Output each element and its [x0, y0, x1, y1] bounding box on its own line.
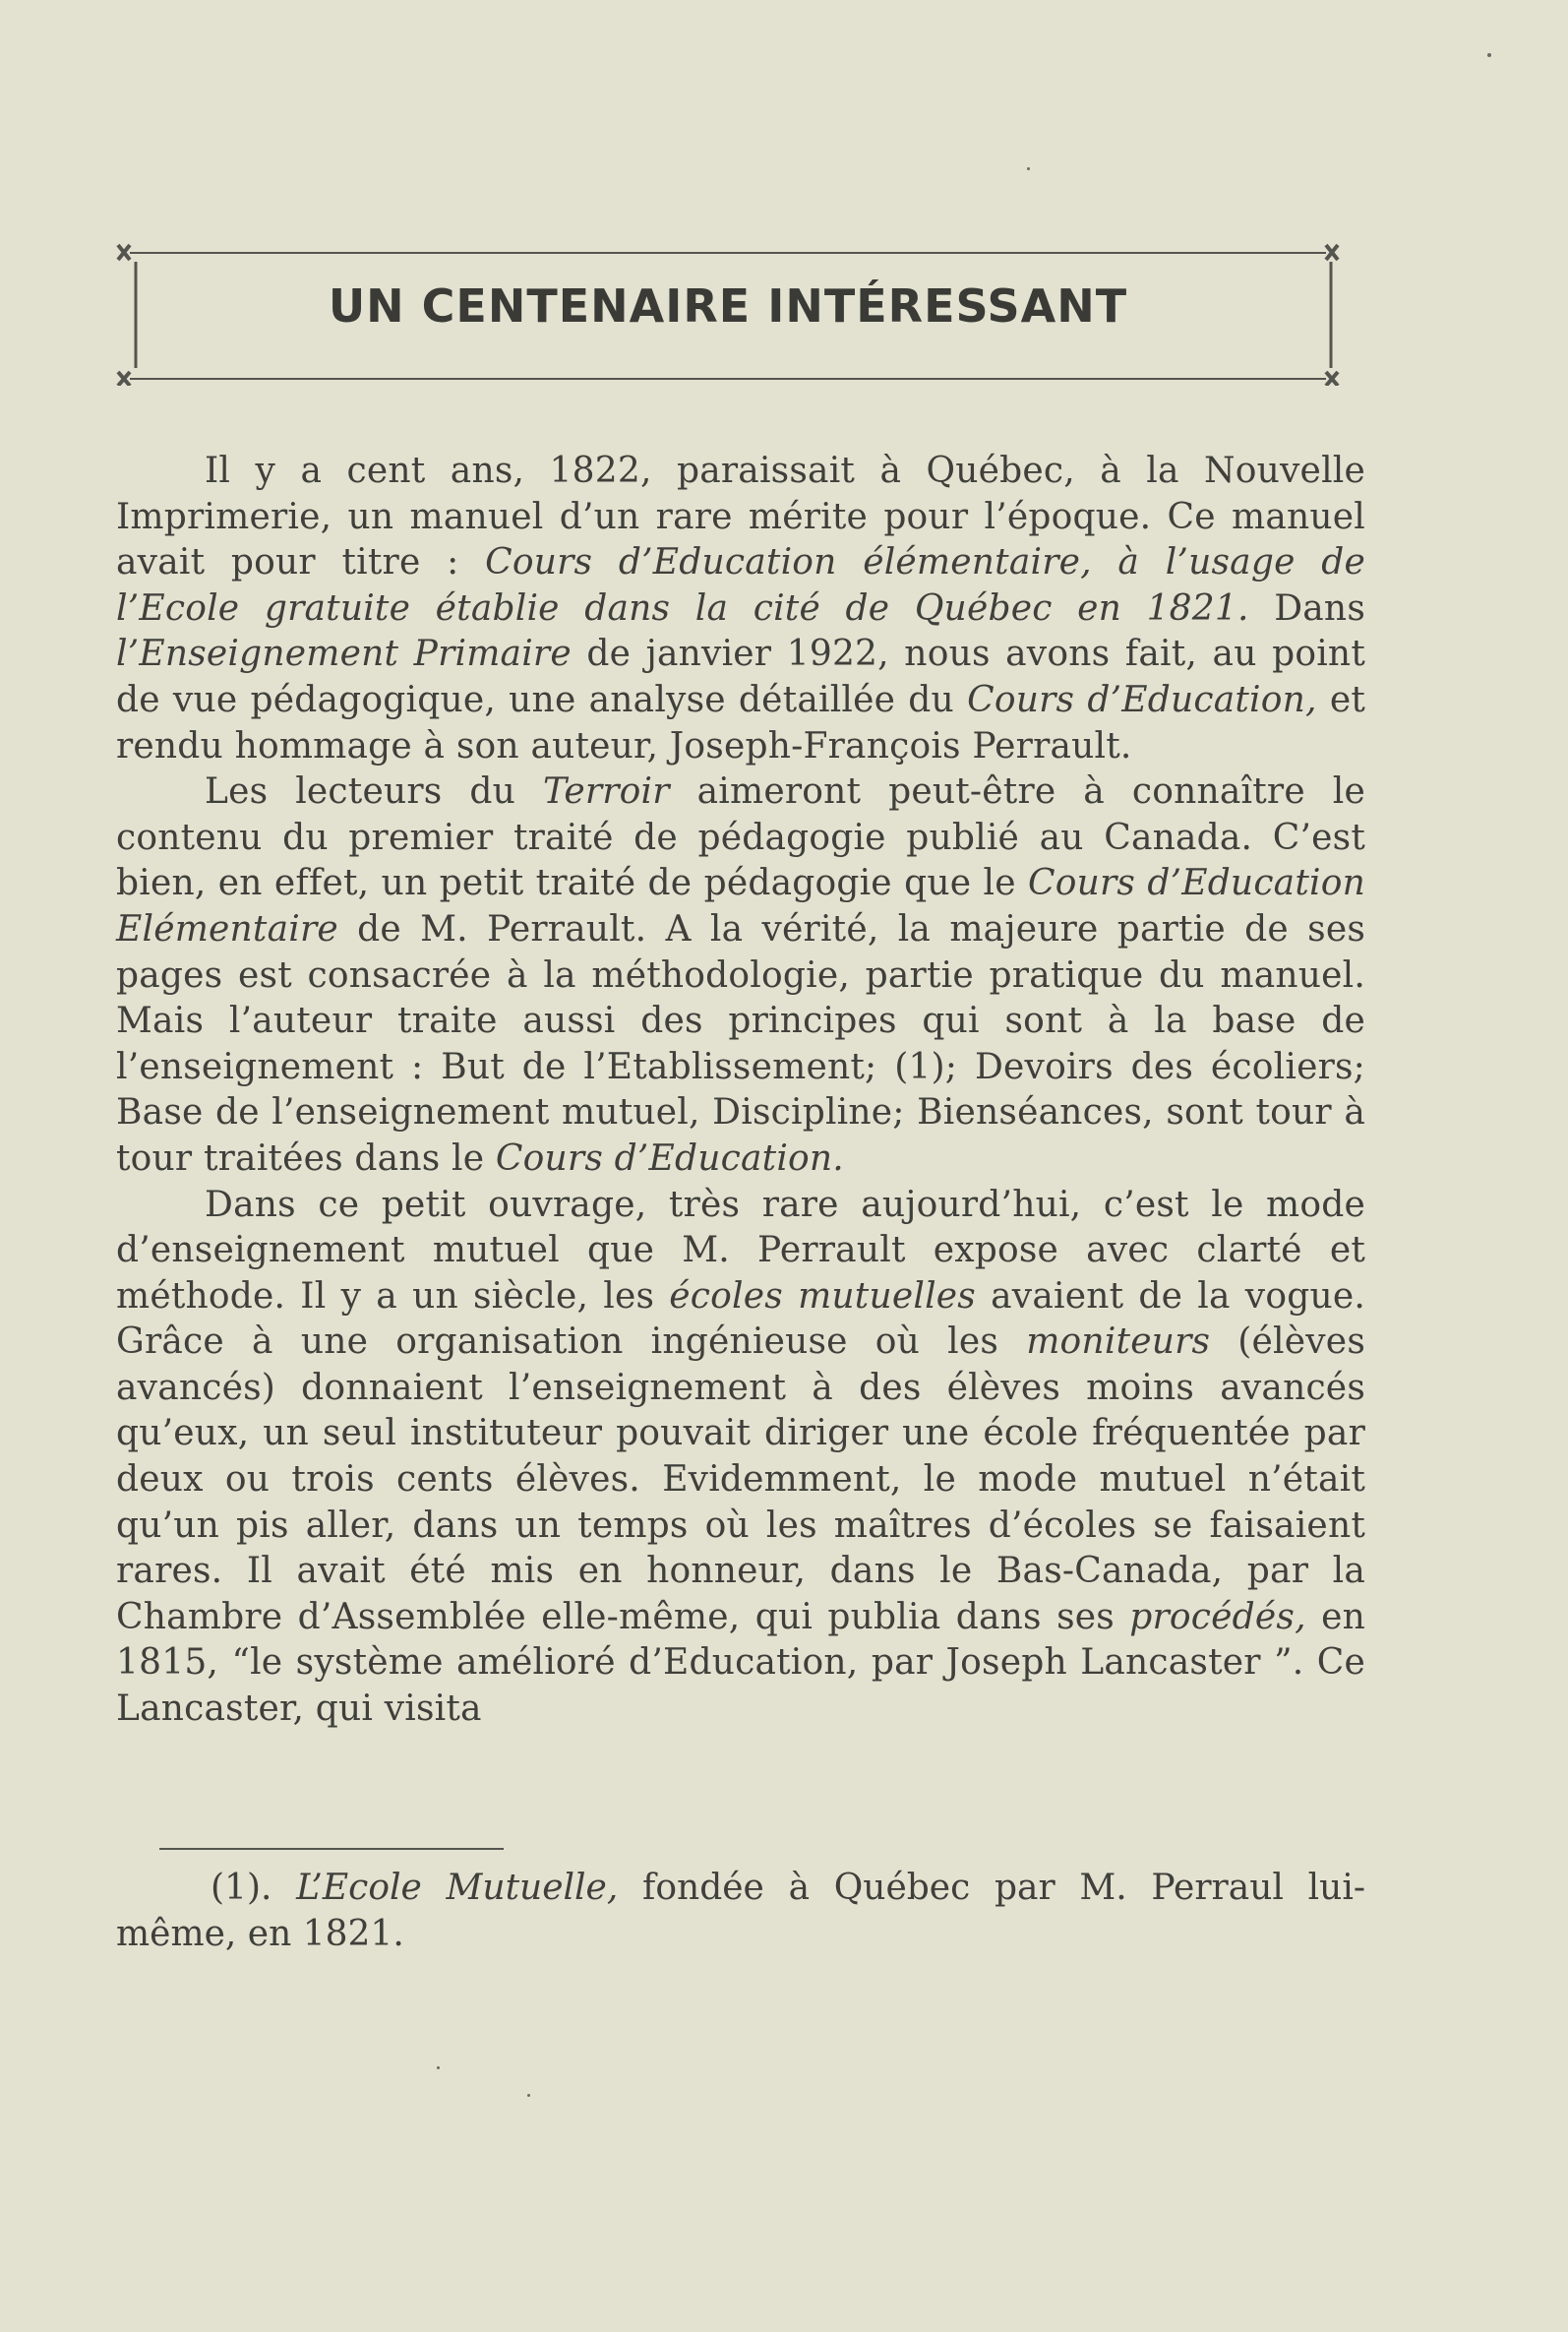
text-run: Dans [1248, 587, 1365, 629]
text-run: de janvier 1922, nous avons fait, au point de vue pédagogique, une analyse détaillée du [116, 634, 1365, 720]
italic-text: Cours d’Education. [495, 1137, 844, 1179]
italic-text: écoles mutuelles [669, 1275, 976, 1317]
italic-text: Cours d’Education, [967, 679, 1317, 720]
paragraph [116, 769, 1365, 1182]
speck-mark [1487, 53, 1491, 57]
italic-text: L’Ecole Mutuelle, [296, 1868, 619, 1908]
italic-text: Cours d’Education Elémentaire [116, 863, 1365, 950]
text-run: et rendu hommage à son auteur, Joseph-François Perrault. [116, 679, 1365, 767]
footnote [116, 1866, 1365, 1957]
paragraph [116, 449, 1365, 769]
text-run: avaient de la vogue. Grâce à une organisation ingénieuse où les [116, 1275, 1365, 1363]
speck-mark [1027, 167, 1030, 170]
page-title: UN CENTENAIRE INTÉRESSANT [328, 279, 1128, 333]
speck-mark [527, 2094, 530, 2097]
speck-mark [437, 2066, 440, 2069]
italic-text: procédés, [1129, 1596, 1306, 1637]
text-run: fondée à Québec par M. Perraul lui-même, en 1821. [116, 1868, 1366, 1954]
italic-text: Cours d’Education élémentaire, à l’usage de l’Ecole gratuite établie dans la cité de Québec en 1821. [116, 542, 1365, 629]
text-run: (élèves avancés) donnaient l’enseignement à des élèves moins avancés qu’eux, un seul instituteur pouvait diriger une école fréquentée par deux ou trois cents élèves. Evidemment, le mode mutuel n’était qu’un pis aller, dans un temps où les maîtres d’écoles se faisaient rares. Il avait été mis en honneur, dans le Bas-Canada, par la Chambre d’Assemblée elle-même, qui publia dans ses [116, 1321, 1365, 1637]
footnote-divider [159, 1848, 504, 1850]
text-run: (1). [211, 1868, 297, 1908]
text-run: de M. Perrault. A la vérité, la majeure partie de ses pages est consacrée à la méthodologie, partie pratique du manuel. Mais l’auteur traite aussi des principes qui sont à la base de l’enseignement : But de l’Etablissement; (1); Devoirs des écoliers; Base de l’enseignement mutuel, Discipline; Bienséances, sont tour à tour traitées dans le [116, 908, 1365, 1179]
article-body [116, 449, 1365, 1733]
text-run: en 1815, “le système amélioré d’Education, par Joseph Lancaster ”. Ce Lancaster, qui visita [116, 1596, 1365, 1730]
paragraph [116, 1183, 1365, 1733]
italic-text: l’Enseignement Primaire [116, 634, 572, 675]
footnote-text [116, 1866, 1365, 1957]
text-run: Dans ce petit ouvrage, très rare aujourd’hui, c’est le mode d’enseignement mutuel que M. Perrault expose avec clarté et méthode. Il y a un siècle, les [116, 1184, 1365, 1317]
italic-text: moniteurs [1026, 1321, 1211, 1363]
italic-text: Terroir [542, 771, 670, 813]
text-run: Les lecteurs du [205, 771, 543, 813]
title-frame [114, 240, 1342, 386]
text-run: Il y a cent ans, 1822, paraissait à Québec, à la Nouvelle Imprimerie, un manuel d’un rare mérite pour l’époque. Ce manuel avait pour titre : [116, 451, 1365, 583]
text-run: aimeront peut-être à connaître le contenu du premier traité de pédagogie publié au Canada. C’est bien, en effet, un petit traité de pédagogie que le [116, 771, 1365, 904]
